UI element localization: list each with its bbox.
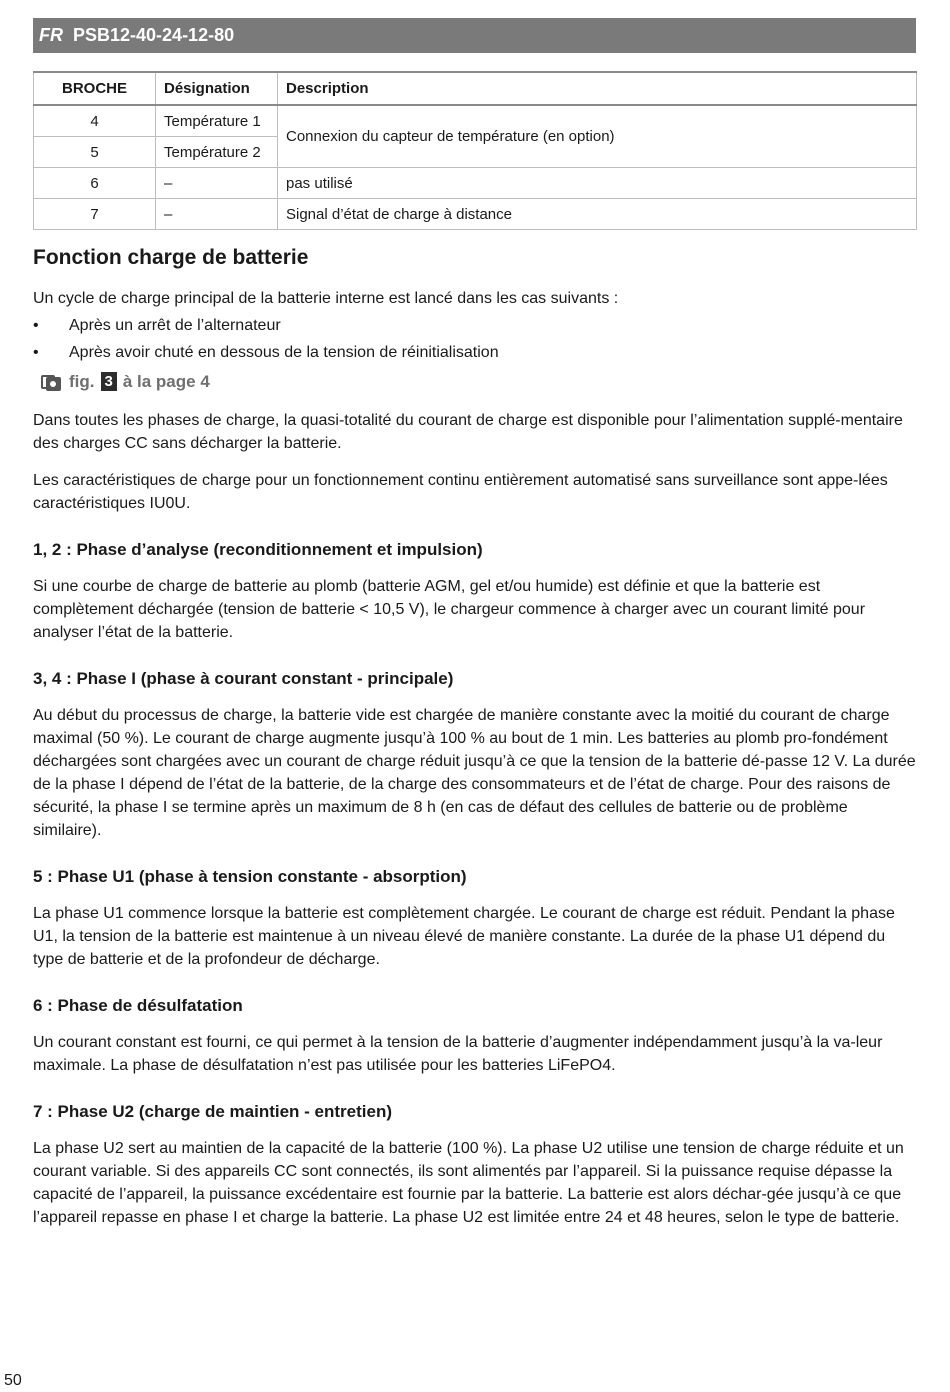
phase-title: 5 : Phase U1 (phase à tension constante - absorption) [33, 867, 467, 886]
table-row [34, 168, 917, 199]
table-row [34, 105, 917, 137]
fig-number: 3 [101, 372, 117, 391]
figure-reference-link[interactable] [41, 370, 917, 393]
phase-title: 3, 4 : Phase I (phase à courant constant - principale) [33, 669, 454, 688]
pin-cell: 7 [34, 199, 156, 230]
phase-title: 1, 2 : Phase d’analyse (reconditionnement et impulsion) [33, 540, 483, 559]
page-header [33, 18, 916, 53]
header-description: Description [278, 72, 917, 105]
pin-cell: 5 [34, 137, 156, 168]
description-cell: pas utilisé [278, 168, 917, 199]
pin-table [33, 71, 917, 230]
phase-text: Si une courbe de charge de batterie au plomb (batterie AGM, gel et/ou humide) est définie et que la batterie est complètement déchargée (tension de batterie < 10,5 V), le chargeur commence à charger avec un courant limité pour analyser l’état de la batterie. [33, 578, 866, 641]
model-number: PSB12-40-24-12-80 [73, 25, 235, 45]
section-title: Fonction charge de batterie [33, 246, 309, 269]
page-number: 50 [4, 1372, 22, 1389]
designation-cell: – [156, 199, 278, 230]
header-designation: Désignation [156, 72, 278, 105]
designation-cell: – [156, 168, 278, 199]
list-item: • Après avoir chuté en dessous de la tension de réinitialisation [33, 341, 917, 364]
designation-cell: Température 2 [156, 137, 278, 168]
phase-text: Au début du processus de charge, la batterie vide est chargée de manière constante avec la moitié du courant de charge maximal (50 %). Le courant de charge augmente jusqu’à 100 % au bout de 1 min. Les batteries au plomb pro-fondément déchargées sont chargées avec un courant de charge réduit jusqu’à ce que la tension de la batterie dé-passe 12 V. La durée de la phase I dépend de l’état de la batterie, de la charge des consommateurs et de l’état de charge. Pour des raisons de sécurité, la phase I se termine après un maximum de 8 h (en cas de défaut des cellules de batterie ou de problème similaire). [33, 707, 916, 839]
main-content [33, 245, 917, 1243]
header-broche: BROCHE [34, 72, 156, 105]
pin-cell: 6 [34, 168, 156, 199]
table-header-row [34, 72, 917, 105]
phase-title: 6 : Phase de désulfatation [33, 996, 243, 1015]
intro-text: Un cycle de charge principal de la batterie interne est lancé dans les cas suivants : [33, 290, 619, 307]
pin-cell: 4 [34, 105, 156, 137]
designation-cell: Température 1 [156, 105, 278, 137]
description-cell: Connexion du capteur de température (en option) [278, 105, 917, 168]
camera-icon [41, 373, 61, 391]
table-row [34, 199, 917, 230]
phase-text: Un courant constant est fourni, ce qui permet à la tension de la batterie d’augmenter indépendamment jusqu’à la va-leur maximale. La phase de désulfatation n’est pas utilisée pour les batteries LiFePO4. [33, 1034, 883, 1074]
list-item: • Après un arrêt de l’alternateur [33, 314, 917, 337]
description-cell: Signal d’état de charge à distance [278, 199, 917, 230]
paragraph: Les caractéristiques de charge pour un fonctionnement continu entièrement automatisé sans surveillance sont appe-lées caractéristiques IU0U. [33, 472, 888, 512]
fig-suffix: à la page 4 [122, 372, 210, 391]
bullet-list [33, 314, 917, 364]
language-code: FR [39, 25, 63, 45]
phase-title: 7 : Phase U2 (charge de maintien - entretien) [33, 1102, 392, 1121]
phase-text: La phase U1 commence lorsque la batterie est complètement chargée. Le courant de charge est réduit. Pendant la phase U1, la tension de la batterie est maintenue à un niveau élevé de manière constante. La durée de la phase U1 dépend du type de batterie et de la profondeur de décharge. [33, 905, 895, 968]
fig-prefix: fig. [69, 372, 95, 391]
phase-text: La phase U2 sert au maintien de la capacité de la batterie (100 %). La phase U2 utilise une tension de charge réduite et un courant variable. Si des appareils CC sont connectés, ils sont alimentés par l’appareil. Si la puissance requise dépasse la capacité de l’appareil, la puissance excédentaire est fournie par la batterie. La batterie est alors déchar-gée jusqu’à ce que l’appareil repasse en phase I et charge la batterie. La phase U2 est limitée entre 24 et 48 heures, selon le type de batterie. [33, 1140, 904, 1226]
paragraph: Dans toutes les phases de charge, la quasi-totalité du courant de charge est disponible pour l’alimentation supplé-mentaire des charges CC sans décharger la batterie. [33, 412, 903, 452]
